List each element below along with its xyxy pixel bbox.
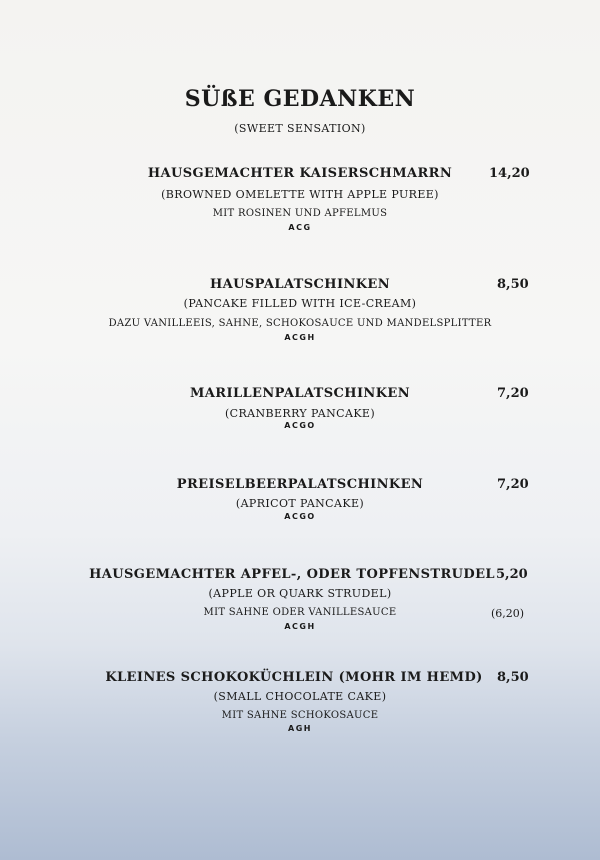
item-english: (BROWNED OMELETTE WITH APPLE PUREE) [161, 188, 439, 201]
item-name: MARILLENPALATSCHINKEN [189, 386, 410, 401]
item-english: (PANCAKE FILLED WITH ICE-CREAM) [183, 297, 417, 310]
item-german: MIT SAHNE SCHOKOSAUCE [221, 710, 379, 721]
item-price: 7,20 [497, 386, 529, 401]
item-price: 14,20 [489, 166, 530, 181]
item-price: 8,50 [497, 277, 529, 292]
item-english: (APRICOT PANCAKE) [235, 497, 365, 510]
item-allergens: ACGO [284, 512, 316, 521]
item-german: MIT SAHNE ODER VANILLESAUCE [203, 607, 397, 618]
item-name: HAUSGEMACHTER KAISERSCHMARRN [147, 166, 453, 181]
item-allergens: AGH [288, 724, 312, 733]
item-name: HAUSGEMACHTER APFEL-, ODER TOPFENSTRUDEL [89, 567, 495, 582]
item-english: (CRANBERRY PANCAKE) [224, 407, 376, 420]
item-german: DAZU VANILLEEIS, SAHNE, SCHOKOSAUCE UND MANDELSPLITTER [108, 318, 492, 329]
menu-subtitle: (SWEET SENSATION) [234, 122, 366, 135]
item-english: (APPLE OR QUARK STRUDEL) [208, 587, 392, 600]
item-english: (SMALL CHOCOLATE CAKE) [213, 690, 387, 703]
item-price: 8,50 [497, 670, 529, 685]
item-name: HAUSPALATSCHINKEN [209, 277, 391, 292]
item-extra-price: (6,20) [491, 607, 525, 620]
item-german: MIT ROSINEN UND APFELMUS [212, 208, 388, 219]
item-allergens: ACGH [284, 622, 316, 631]
item-price: 7,20 [497, 477, 529, 492]
menu-title: SÜßE GEDANKEN [184, 86, 416, 112]
item-allergens: ACG [288, 223, 312, 232]
item-name: PREISELBEERPALATSCHINKEN [176, 477, 424, 492]
item-price: 5,20 [496, 567, 528, 582]
item-allergens: ACGH [284, 333, 316, 342]
item-allergens: ACGO [284, 421, 316, 430]
item-name: KLEINES SCHOKOKÜCHLEIN (MOHR IM HEMD) [105, 670, 483, 685]
